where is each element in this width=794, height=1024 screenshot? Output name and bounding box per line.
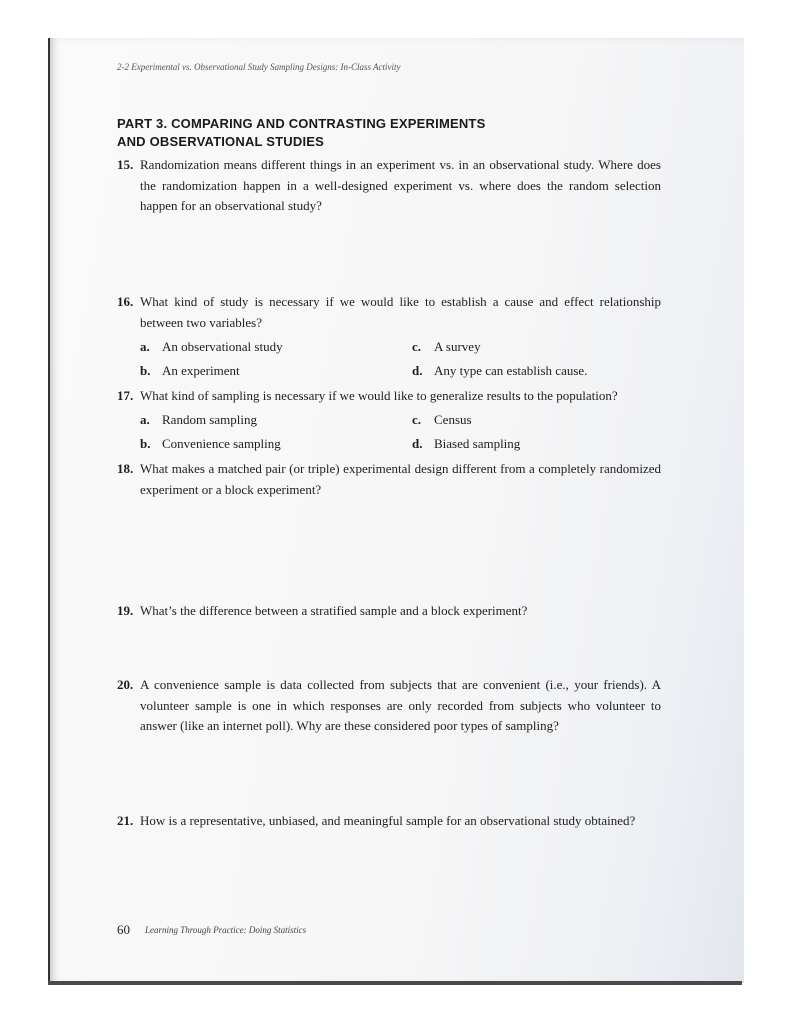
page-number: 60 [117, 922, 130, 937]
option-letter: d. [412, 363, 423, 378]
question-number: 19. [117, 603, 134, 618]
option-text: An observational study [162, 339, 283, 354]
option-text: Census [434, 412, 472, 427]
running-head: 2-2 Experimental vs. Observational Study Sampling Designs: In-Class Activity [117, 62, 401, 72]
option-letter: d. [412, 436, 423, 451]
option-d [412, 359, 587, 383]
option-d [412, 432, 520, 456]
option-letter: b. [140, 436, 151, 451]
option-text: Any type can establish cause. [434, 363, 588, 378]
question-text: What kind of sampling is necessary if we would like to generalize results to the population? [140, 388, 618, 403]
question-16 [117, 292, 661, 333]
option-c [412, 408, 472, 432]
option-b [140, 359, 240, 383]
option-c [412, 335, 481, 359]
option-letter: a. [140, 412, 150, 427]
option-text: A survey [434, 339, 481, 354]
option-text: Convenience sampling [162, 436, 281, 451]
question-number: 17. [117, 388, 134, 403]
question-20 [117, 675, 661, 737]
question-number: 21. [117, 813, 134, 828]
section-title [117, 115, 597, 151]
question-text: What kind of study is necessary if we would like to establish a cause and effect relationship between two variables? [140, 294, 661, 330]
option-letter: c. [412, 339, 422, 354]
question-text: What makes a matched pair (or triple) experimental design different from a completely randomized experiment or a block experiment? [140, 461, 661, 497]
question-text: A convenience sample is data collected from subjects that are convenient (i.e., your friends). A volunteer sample is one in which responses are only recorded from subjects who volunteer to answer (like an internet poll). Why are these considered poor types of sampling? [140, 677, 661, 733]
question-number: 20. [117, 677, 134, 692]
option-letter: b. [140, 363, 151, 378]
question-text: What’s the difference between a stratified sample and a block experiment? [140, 603, 528, 618]
question-21 [117, 811, 661, 832]
question-number: 18. [117, 461, 134, 476]
question-number: 16. [117, 294, 134, 309]
option-text: Biased sampling [434, 436, 521, 451]
book-title: Learning Through Practice: Doing Statistics [145, 925, 307, 935]
question-18 [117, 459, 661, 500]
option-letter: a. [140, 339, 150, 354]
page-edge-shadow [48, 981, 742, 985]
section-title-line-1: PART 3. COMPARING AND CONTRASTING EXPERIMENTS [117, 116, 486, 131]
question-text: How is a representative, unbiased, and meaningful sample for an observational study obtained? [140, 813, 636, 828]
option-text: Random sampling [162, 412, 257, 427]
option-letter: c. [412, 412, 422, 427]
question-17 [117, 386, 661, 407]
question-15 [117, 155, 661, 217]
section-title-line-2: AND OBSERVATIONAL STUDIES [117, 134, 325, 149]
question-19 [117, 601, 661, 622]
option-a [140, 335, 283, 359]
option-text: An experiment [162, 363, 240, 378]
option-b [140, 432, 281, 456]
question-number: 15. [117, 157, 134, 172]
question-text: Randomization means different things in an experiment vs. in an observational study. Where does the randomization happen in a well-designed experiment vs. where does the random selection happen for an observational study? [140, 157, 661, 213]
option-a [140, 408, 257, 432]
